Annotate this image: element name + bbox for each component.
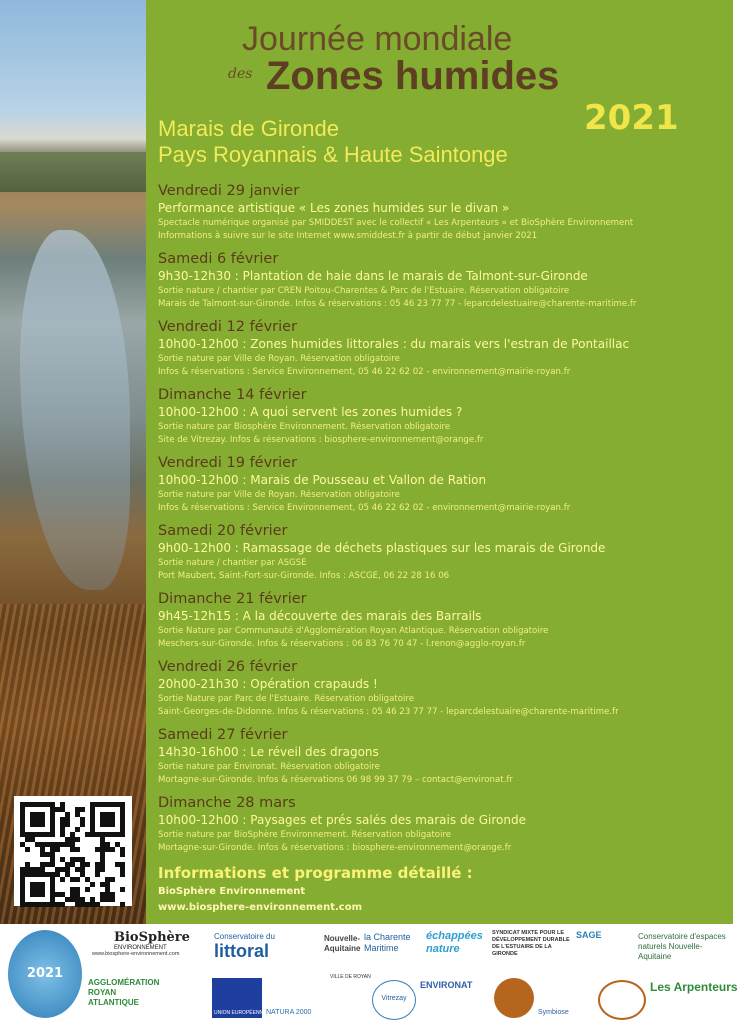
- qr-cell: [110, 897, 115, 902]
- eu-flag-logo: [212, 978, 267, 1018]
- charente-maritime-logo: [364, 932, 422, 976]
- biosphere-url: www.biosphere-environnement.com: [92, 951, 180, 957]
- title-line2: Zones humides: [266, 54, 560, 98]
- qr-cell: [110, 847, 115, 852]
- info-org: BioSphère Environnement: [158, 886, 306, 897]
- event-6: [158, 522, 728, 583]
- biosphere-sub: ENVIRONNEMENT: [114, 945, 167, 951]
- badge-year: 2021: [26, 966, 64, 981]
- event-title: 10h00-12h00 : Zones humides littorales : du marais vers l'estran de Pontaillac: [158, 337, 630, 351]
- event-detail: Mortagne-sur-Gironde. Infos & réservations 06 98 99 37 79 – contact@environat.fr: [158, 775, 513, 785]
- event-9: [158, 726, 728, 787]
- syndicat-name: SYNDICAT MIXTE POUR LE DÉVELOPPEMENT DURABLE DE L'ESTUAIRE DE LA GIRONDE: [492, 930, 570, 957]
- cen-logo: [620, 932, 730, 972]
- event-detail: Saint-Georges-de-Didonne. Infos & réservations : 05 46 23 77 77 - leparcdelestuaire@charente-maritime.fr: [158, 707, 619, 717]
- info-heading: Informations et programme détaillé :: [158, 864, 473, 882]
- biosphere-name: BioSphère: [114, 930, 190, 945]
- event-day: Vendredi 29 janvier: [158, 183, 300, 199]
- qr-cell: [80, 807, 85, 812]
- qr-cell: [65, 822, 70, 827]
- event-title: 10h00-12h00 : Paysages et prés salés des marais de Gironde: [158, 813, 527, 827]
- event-detail: Sortie nature par Environat. Réservation obligatoire: [158, 762, 380, 772]
- ville-royan-logo: [330, 974, 370, 1020]
- title-des: des: [228, 66, 253, 82]
- event-day: Dimanche 28 mars: [158, 795, 296, 811]
- qr-cell: [40, 822, 45, 827]
- event-title: 10h00-12h00 : A quoi servent les zones humides ?: [158, 405, 463, 419]
- eu-name: UNION EUROPÉENNE: [214, 1010, 267, 1016]
- partner-logos-strip: [0, 924, 738, 1024]
- charente-name: la Charente Maritime: [364, 932, 411, 953]
- arpenteurs-name: Les Arpenteurs: [650, 980, 738, 994]
- qr-cell: [100, 867, 105, 872]
- qr-cell: [110, 877, 115, 882]
- echappees-name: échappées nature: [426, 930, 483, 955]
- program-panel: [146, 0, 733, 924]
- conservatoire-top: Conservatoire du: [214, 932, 275, 941]
- echappees-nature-logo: [426, 930, 488, 974]
- qr-cell: [120, 872, 125, 877]
- event-3: [158, 318, 728, 379]
- event-detail: Informations à suivre sur le site Internet www.smiddest.fr à partir de début janvier 2021: [158, 231, 538, 241]
- event-detail: Marais de Talmont-sur-Gironde. Infos & réservations : 05 46 23 77 77 - leparcdelestuaire@charente-maritime.fr: [158, 299, 637, 309]
- asgse-logo: [494, 978, 534, 1018]
- qr-cell: [120, 852, 125, 857]
- sage-name: SAGE: [576, 930, 602, 940]
- agglo-name: AGGLOMÉRATION ROYAN ATLANTIQUE: [88, 978, 160, 1007]
- qr-cell: [75, 847, 80, 852]
- symbiose-logo: [538, 978, 594, 1018]
- conservatoire-main: littoral: [214, 941, 270, 961]
- region-name: Nouvelle-Aquitaine: [324, 934, 361, 953]
- subtitle-pays: Pays Royannais & Haute Saintonge: [158, 142, 508, 167]
- qr-cell: [75, 877, 80, 882]
- horizon-band: [0, 152, 146, 192]
- event-day: Samedi 27 février: [158, 727, 288, 743]
- sage-logo: [576, 930, 616, 974]
- smiddest-logo: [492, 930, 574, 976]
- year-label: 2021: [584, 98, 679, 138]
- event-title: Performance artistique « Les zones humides sur le divan »: [158, 201, 510, 215]
- event-8: [158, 658, 728, 719]
- qr-cell: [120, 832, 125, 837]
- event-detail: Sortie nature par Ville de Royan. Réservation obligatoire: [158, 354, 400, 364]
- event-detail: Mortagne-sur-Gironde. Infos & réservations : biosphere-environnement@orange.fr: [158, 843, 512, 853]
- event-title: 9h45-12h15 : A la découverte des marais des Barrails: [158, 609, 482, 623]
- vitrezay-logo: [372, 980, 416, 1020]
- event-title: 14h30-16h00 : Le réveil des dragons: [158, 745, 379, 759]
- biosphere-logo: [92, 930, 192, 970]
- event-day: Vendredi 19 février: [158, 455, 298, 471]
- event-day: Samedi 20 février: [158, 523, 288, 539]
- qr-cell: [75, 827, 80, 832]
- event-day: Samedi 6 février: [158, 251, 279, 267]
- conservatoire-littoral-logo: [196, 932, 294, 972]
- event-detail: Sortie nature / chantier par ASGSE: [158, 558, 307, 568]
- region-logo: [298, 934, 360, 974]
- qr-cell: [110, 822, 115, 827]
- event-10: [158, 794, 728, 855]
- arpenteurs-logo: [650, 980, 738, 1020]
- natura-name: NATURA 2000: [266, 1009, 312, 1016]
- qr-cell: [80, 822, 85, 827]
- qr-cell: [75, 837, 80, 842]
- event-detail: Sortie nature / chantier par CREN Poitou-Charentes & Parc de l'Estuaire. Réservation obligatoire: [158, 286, 570, 296]
- qr-cell: [60, 877, 65, 882]
- symbiose-name: Symbiose: [538, 1009, 569, 1016]
- event-day: Dimanche 21 février: [158, 591, 307, 607]
- event-detail: Sortie nature par Ville de Royan. Réservation obligatoire: [158, 490, 400, 500]
- event-title: 20h00-21h30 : Opération crapauds !: [158, 677, 378, 691]
- qr-cell: [95, 872, 100, 877]
- event-detail: Meschers-sur-Gironde. Infos & réservations : 06 83 76 70 47 - l.renon@agglo-royan.fr: [158, 639, 526, 649]
- qr-cell: [50, 832, 55, 837]
- event-day: Vendredi 12 février: [158, 319, 298, 335]
- event-detail: Infos & réservations : Service Environnement, 05 46 22 62 02 - environnement@mairie-royan.fr: [158, 503, 571, 513]
- qr-cell: [120, 887, 125, 892]
- event-detail: Infos & réservations : Service Environnement, 05 46 22 62 02 - environnement@mairie-royan.fr: [158, 367, 571, 377]
- agglo-royan-logo: [88, 978, 160, 1018]
- event-detail: Site de Vitrezay. Infos & réservations : biosphere-environnement@orange.fr: [158, 435, 484, 445]
- qr-cell: [60, 902, 65, 907]
- wetlands-day-badge: [8, 930, 82, 1018]
- marsh-photo: [0, 0, 146, 924]
- cen-name: Conservatoire d'espaces naturels Nouvelle-Aquitaine: [638, 932, 726, 961]
- event-detail: Sortie Nature par Communauté d'Agglomération Royan Atlantique. Réservation obligatoire: [158, 626, 549, 636]
- qr-cell: [40, 892, 45, 897]
- water-channel: [20, 230, 130, 590]
- event-day: Dimanche 14 février: [158, 387, 307, 403]
- royan-name: VILLE DE ROYAN: [330, 974, 371, 980]
- subtitle-marais: Marais de Gironde: [158, 116, 339, 141]
- event-detail: Port Maubert, Saint-Fort-sur-Gironde. Infos : ASCGE, 06 22 28 16 06: [158, 571, 450, 581]
- event-title: 10h00-12h00 : Marais de Pousseau et Vallon de Ration: [158, 473, 487, 487]
- event-detail: Sortie Nature par Parc de l'Estuaire. Réservation obligatoire: [158, 694, 415, 704]
- event-detail: Sortie nature par BioSphère Environnement. Réservation obligatoire: [158, 830, 452, 840]
- natura2000-logo: [266, 978, 326, 1018]
- event-4: [158, 386, 728, 447]
- qr-cell: [25, 847, 30, 852]
- title-line1: Journée mondiale: [242, 20, 513, 58]
- event-1: [158, 182, 728, 243]
- event-2: [158, 250, 728, 311]
- qr-cell: [90, 882, 95, 887]
- event-detail: Spectacle numérique organisé par SMIDDEST avec le collectif « Les Arpenteurs » et BioSphère Environnement: [158, 218, 634, 228]
- qr-cell: [55, 847, 60, 852]
- event-7: [158, 590, 728, 651]
- environat-logo: [420, 980, 490, 1018]
- event-day: Vendredi 26 février: [158, 659, 298, 675]
- qr-code[interactable]: [14, 796, 132, 906]
- event-5: [158, 454, 728, 515]
- event-title: 9h30-12h30 : Plantation de haie dans le marais de Talmont-sur-Gironde: [158, 269, 588, 283]
- partner-round-logo: [598, 980, 646, 1020]
- event-title: 9h00-12h00 : Ramassage de déchets plastiques sur les marais de Gironde: [158, 541, 606, 555]
- qr-cell: [120, 902, 125, 907]
- qr-cell: [95, 902, 100, 907]
- qr-cell: [85, 862, 90, 867]
- info-url[interactable]: www.biosphere-environnement.com: [158, 902, 362, 913]
- qr-cell: [85, 887, 90, 892]
- vitrezay-name: Vitrezay: [381, 995, 407, 1002]
- environat-name: ENVIRONAT: [420, 980, 473, 990]
- event-detail: Sortie nature par Biosphère Environnement. Réservation obligatoire: [158, 422, 451, 432]
